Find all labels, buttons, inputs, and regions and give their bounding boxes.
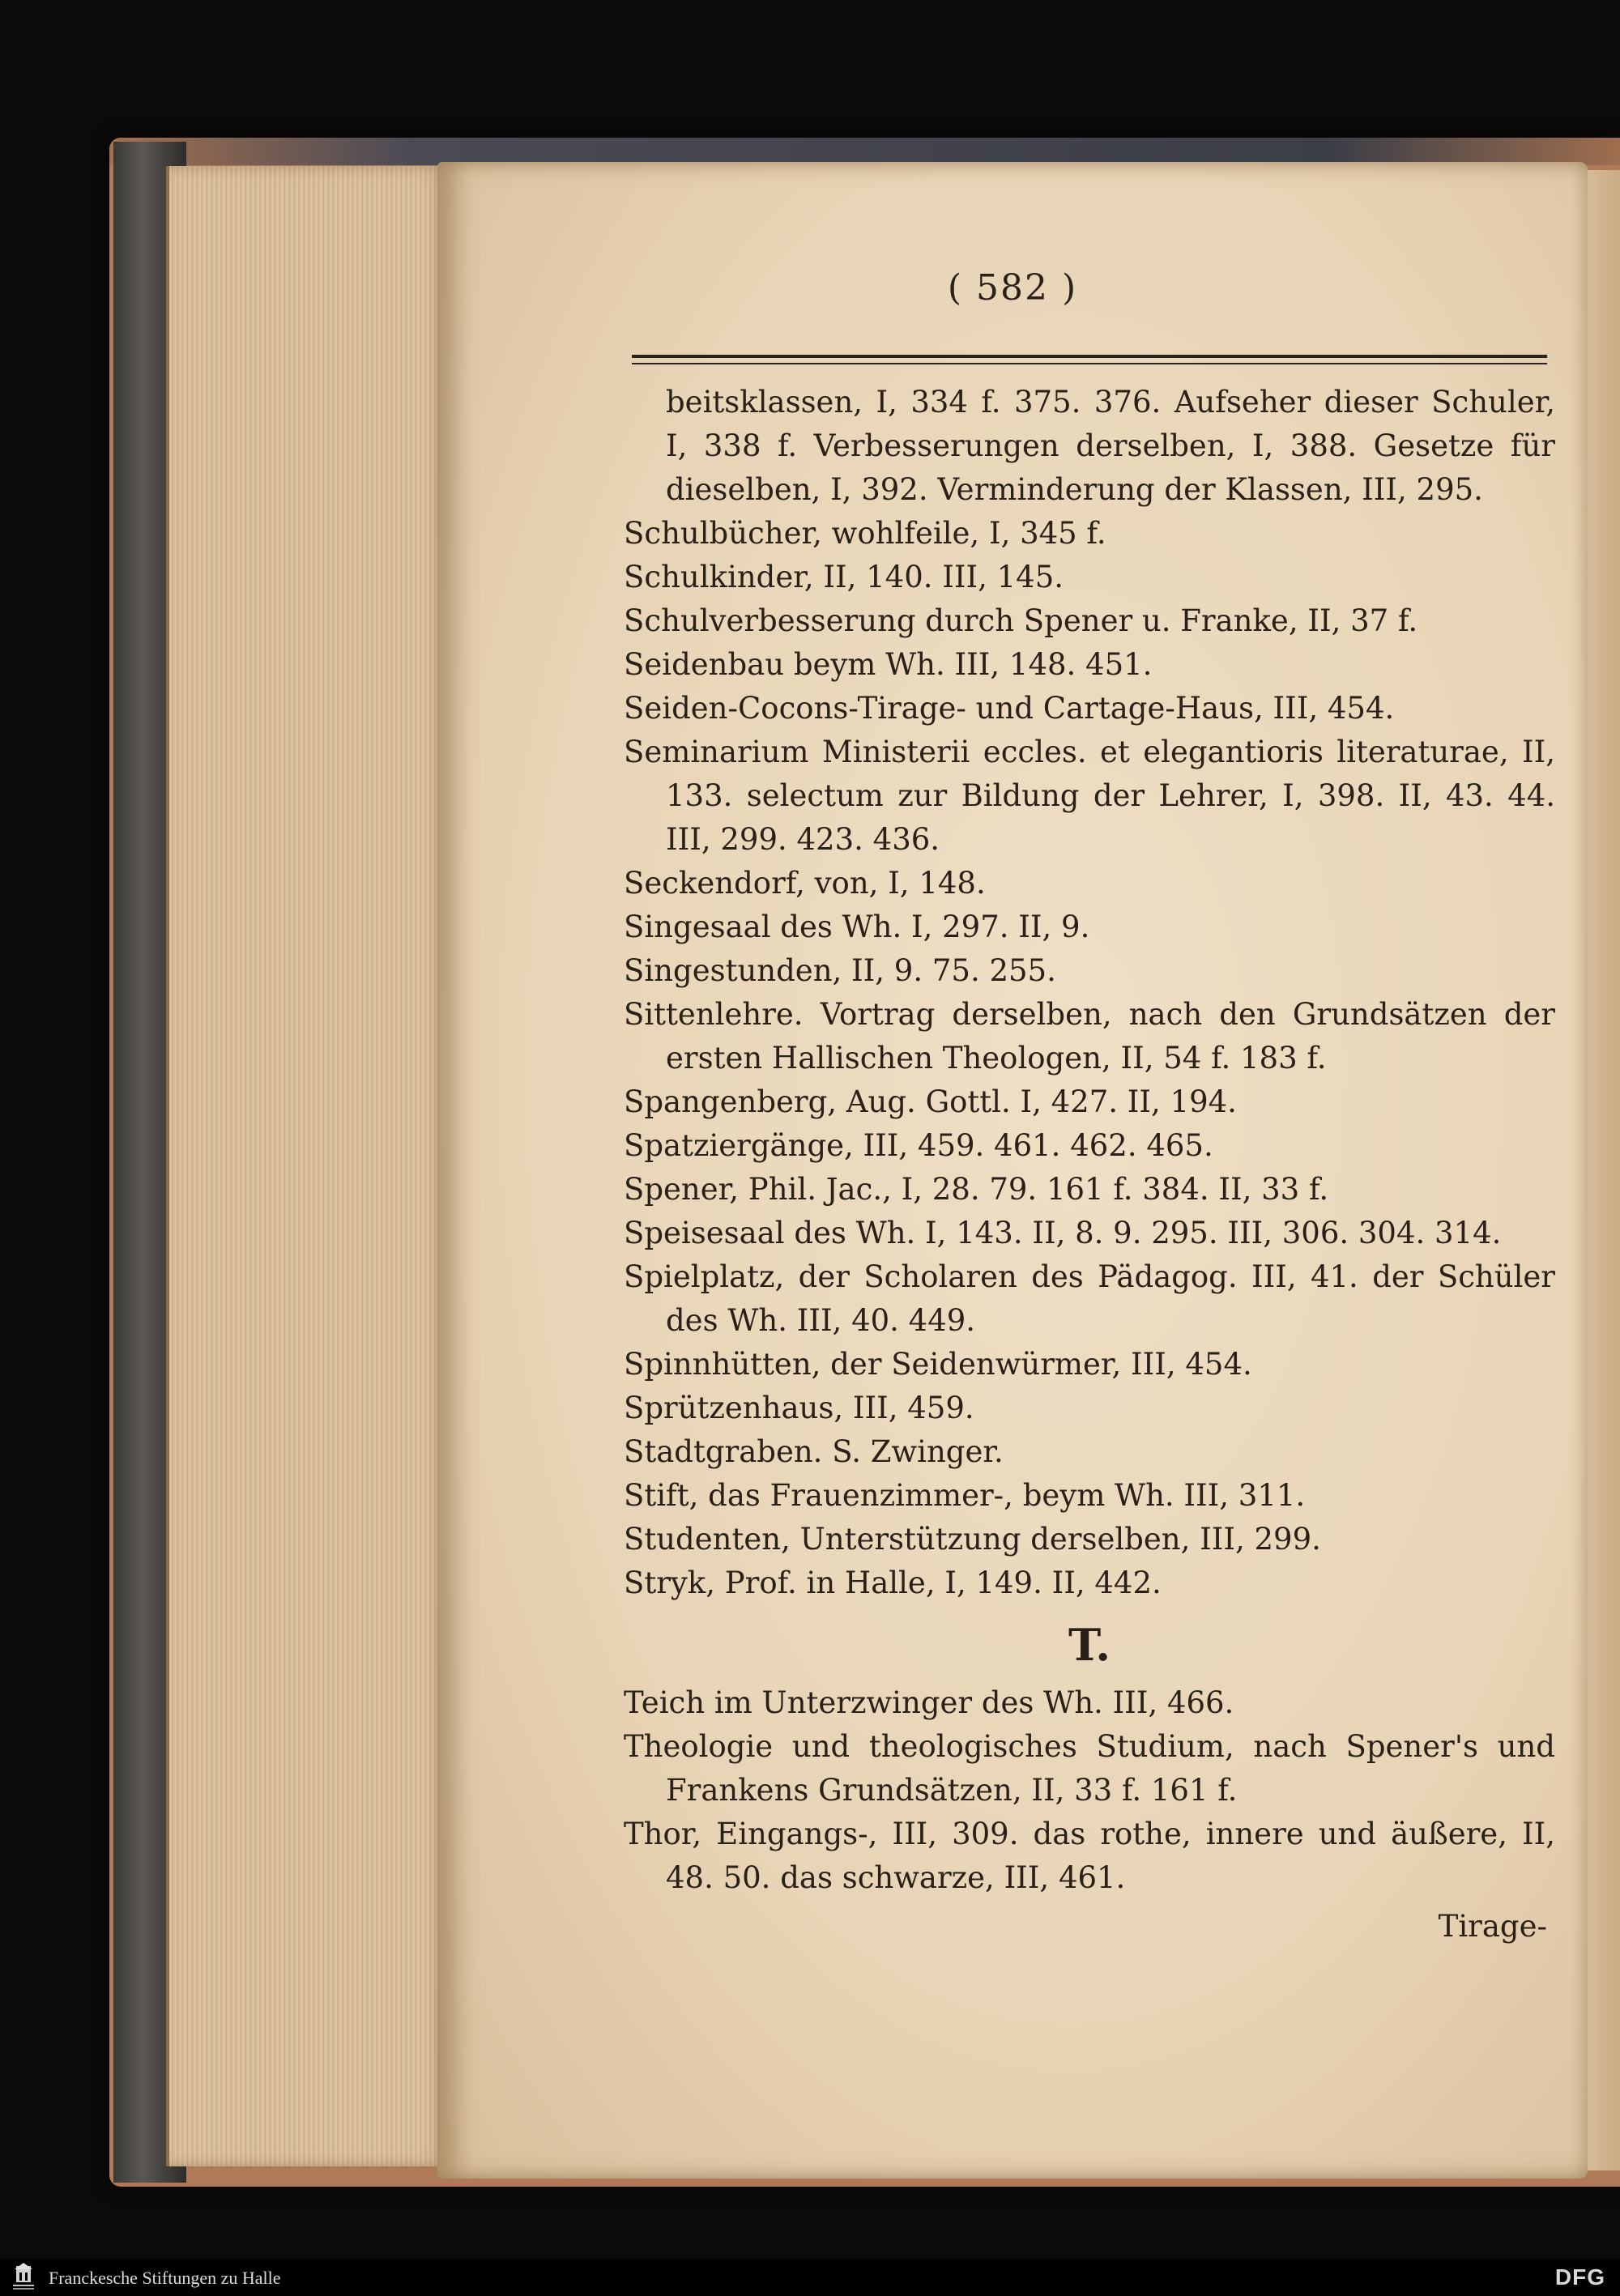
header-rule-thick bbox=[632, 355, 1547, 358]
facing-page-edge bbox=[1584, 170, 1620, 2170]
index-entry: Thor, Eingangs-, III, 309. das rothe, innere und äußere, II, 48. 50. das schwarze, III, 461. bbox=[624, 1817, 1555, 1895]
index-entry: Spatziergänge, III, 459. 461. 462. 465. bbox=[624, 1128, 1213, 1163]
index-entry: Spangenberg, Aug. Gottl. I, 427. II, 194. bbox=[624, 1084, 1237, 1119]
index-entry: Sittenlehre. Vortrag derselben, nach den Grundsätzen der ersten Hallischen Theologen, II, 54 f. 183 f. bbox=[624, 997, 1555, 1076]
book-page bbox=[437, 162, 1588, 2179]
index-entry: Schulkinder, II, 140. III, 145. bbox=[624, 560, 1064, 594]
index-entry: beitsklassen, I, 334 f. 375. 376. Aufseher dieser Schuler, I, 338 f. Verbesserungen derselben, I, 388. Gesetze für dieselben, I, 392. Verminderung der Klassen, III, 295. bbox=[666, 385, 1555, 507]
index-entry: Spinnhütten, der Seidenwürmer, III, 454. bbox=[624, 1347, 1252, 1382]
index-entry: Seiden-Cocons-Tirage- und Cartage-Haus, III, 454. bbox=[624, 691, 1395, 726]
dfg-logo: DFG bbox=[1554, 2264, 1605, 2290]
index-entries bbox=[624, 381, 1555, 1949]
index-entry: Seminarium Ministerii eccles. et elegantioris literaturae, II, 133. selectum zur Bildung der Lehrer, I, 398. II, 43. 44. III, 299. 423. 436. bbox=[624, 735, 1555, 857]
index-entry: Stadtgraben. S. Zwinger. bbox=[624, 1434, 1004, 1469]
index-entry: Studenten, Unterstützung derselben, III, 299. bbox=[624, 1522, 1321, 1557]
index-entry: Teich im Unterzwinger des Wh. III, 466. bbox=[624, 1685, 1234, 1720]
index-entry: Theologie und theologisches Studium, nach Spener's und Frankens Grundsätzen, II, 33 f. 161 f. bbox=[624, 1729, 1555, 1808]
index-entry: Speisesaal des Wh. I, 143. II, 8. 9. 295. III, 306. 304. 314. bbox=[624, 1216, 1502, 1250]
index-entry: Seidenbau beym Wh. III, 148. 451. bbox=[624, 647, 1153, 682]
viewer-footer bbox=[0, 2260, 1620, 2296]
index-entry: Seckendorf, von, I, 148. bbox=[624, 866, 986, 901]
index-entry: Spielplatz, der Scholaren des Pädagog. III, 41. der Schüler des Wh. III, 40. 449. bbox=[624, 1259, 1555, 1338]
page-edges bbox=[166, 166, 449, 2166]
institution-name: Franckesche Stiftungen zu Halle bbox=[49, 2268, 281, 2288]
book-headband bbox=[109, 138, 1620, 165]
catchword: Tirage- bbox=[1438, 1909, 1547, 1944]
index-entry: Schulbücher, wohlfeile, I, 345 f. bbox=[624, 516, 1106, 551]
index-entry: Spener, Phil. Jac., I, 28. 79. 161 f. 384. II, 33 f. bbox=[624, 1172, 1329, 1207]
index-entry: Schulverbesserung durch Spener u. Franke, II, 37 f. bbox=[624, 603, 1418, 638]
page-header: ( 582 ) bbox=[947, 267, 1078, 309]
section-letter-heading: T. bbox=[1068, 1619, 1111, 1671]
index-entry: Stift, das Frauenzimmer-, beym Wh. III, 311. bbox=[624, 1478, 1306, 1513]
index-entry: Stryk, Prof. in Halle, I, 149. II, 442. bbox=[624, 1565, 1162, 1600]
index-entry: Singestunden, II, 9. 75. 255. bbox=[624, 953, 1056, 988]
institution-logo-icon bbox=[11, 2263, 36, 2292]
index-entry: Singesaal des Wh. I, 297. II, 9. bbox=[624, 909, 1090, 944]
header-rule-thin bbox=[632, 363, 1547, 364]
index-entry: Sprützenhaus, III, 459. bbox=[624, 1391, 974, 1425]
